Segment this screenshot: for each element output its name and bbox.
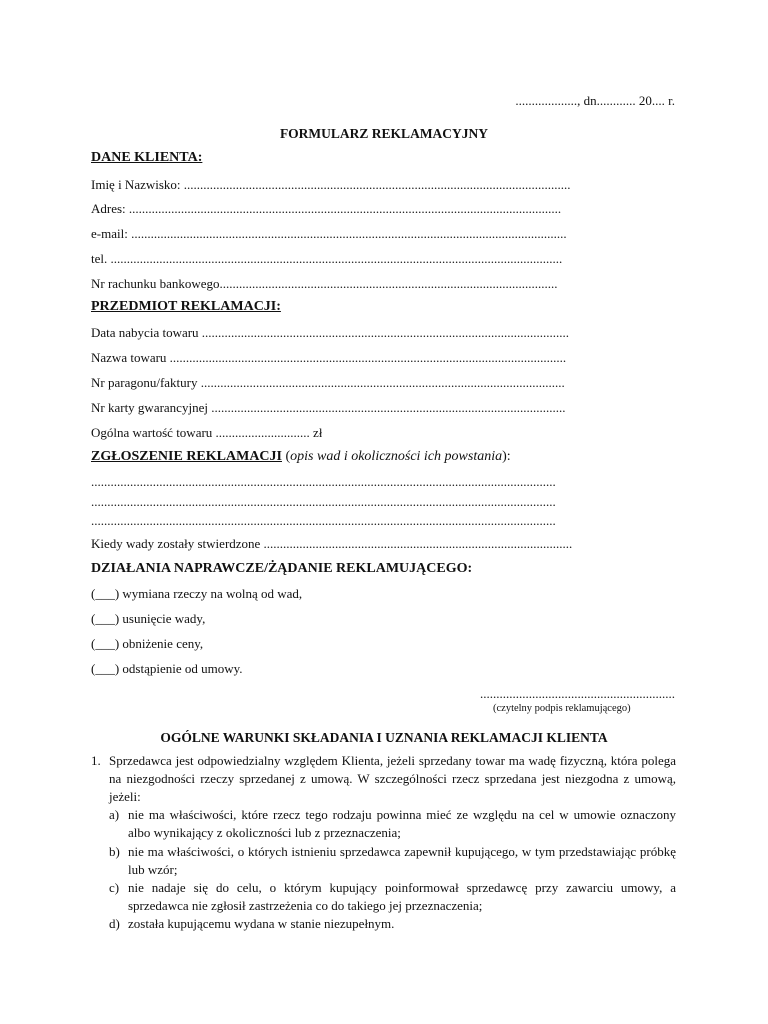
terms-item-label: c) [109, 880, 120, 895]
client-heading: DANE KLIENTA: [91, 150, 203, 165]
terms-paragraph: Sprzedawca jest odpowiedzialny względem Klienta, jeżeli sprzedany towar ma wadę fizyczną, która polega na niezgodności rzeczy sprzedanej z umową. W szczególności rzecz sprzedana jest niezgodna z umową, jeżeli: [109, 753, 676, 804]
terms-item-text: nie ma właściwości, o których istnieniu sprzedawca zapewnił kupującego, w tym przedstawiając próbkę lub wzór; [128, 844, 676, 877]
action-option: (___) wymiana rzeczy na wolną od wad, [91, 586, 303, 601]
client-email-field: e-mail: ...................................................................................................................................... [91, 226, 567, 241]
item-heading: PRZEDMIOT REKLAMACJI: [91, 299, 281, 314]
signature-label: (czytelny podpis reklamującego) [493, 703, 631, 714]
action-option: (___) usunięcie wady, [91, 611, 206, 626]
receipt-number-field: Nr paragonu/faktury ................................................................................................................ [91, 375, 565, 390]
warranty-number-field: Nr karty gwarancyjnej ............................................................................................................. [91, 400, 566, 415]
place-date-line: ..................., dn............ 20.... r. [515, 93, 675, 108]
complaint-line-2: ............................................................................................................................................... [91, 494, 556, 509]
item-value-field: Ogólna wartość towaru ............................. zł [91, 425, 323, 440]
defects-detected-field: Kiedy wady zostały stwierdzone ............................................................................................... [91, 536, 573, 551]
complaint-paren-open: ( [281, 449, 291, 464]
client-phone-field: tel. ........................................................................................................................................... [91, 251, 563, 266]
complaint-heading-row [91, 449, 511, 465]
complaint-note: opis wad i okoliczności ich powstania [290, 449, 503, 464]
terms-item-label: b) [109, 844, 120, 859]
client-name-field: Imię i Nazwisko: ....................................................................................................................... [91, 177, 571, 192]
signature-line: ............................................................ [480, 686, 675, 701]
terms-item-label: a) [109, 807, 120, 822]
purchase-date-field: Data nabycia towaru ................................................................................................................. [91, 325, 570, 340]
complaint-line-1: ............................................................................................................................................... [91, 474, 556, 489]
client-bank-field: Nr rachunku bankowego........................................................................................................ [91, 276, 558, 291]
terms-item-label: d) [109, 916, 120, 931]
action-option: (___) odstąpienie od umowy. [91, 661, 243, 676]
complaint-heading: ZGŁOSZENIE REKLAMACJI [91, 449, 282, 464]
terms-item-text: została kupującemu wydana w stanie niezupełnym. [128, 916, 395, 931]
item-name-field: Nazwa towaru .......................................................................................................................... [91, 350, 567, 365]
terms-heading: OGÓLNE WARUNKI SKŁADANIA I UZNANIA REKLAMACJI KLIENTA [160, 730, 608, 745]
complaint-line-3: ............................................................................................................................................... [91, 513, 556, 528]
terms-item-text: nie nadaje się do celu, o którym kupujący poinformował sprzedawcę przy zawarciu umowy, a sprzedawca nie zgłosił zastrzeżenia co do takiego jej przeznaczenia; [128, 880, 676, 913]
client-address-field: Adres: ..................................................................................................................................... [91, 201, 562, 216]
complaint-paren-close: ): [502, 449, 511, 464]
action-option: (___) obniżenie ceny, [91, 636, 204, 651]
actions-heading: DZIAŁANIA NAPRAWCZE/ŻĄDANIE REKLAMUJĄCEGO: [91, 561, 473, 576]
form-title: FORMULARZ REKLAMACYJNY [279, 126, 489, 141]
terms-number: 1. [91, 753, 101, 768]
terms-item-text: nie ma właściwości, które rzecz tego rodzaju powinna mieć ze względu na cel w umowie oznaczony albo wynikający z okoliczności lub z przeznaczenia; [128, 807, 676, 840]
